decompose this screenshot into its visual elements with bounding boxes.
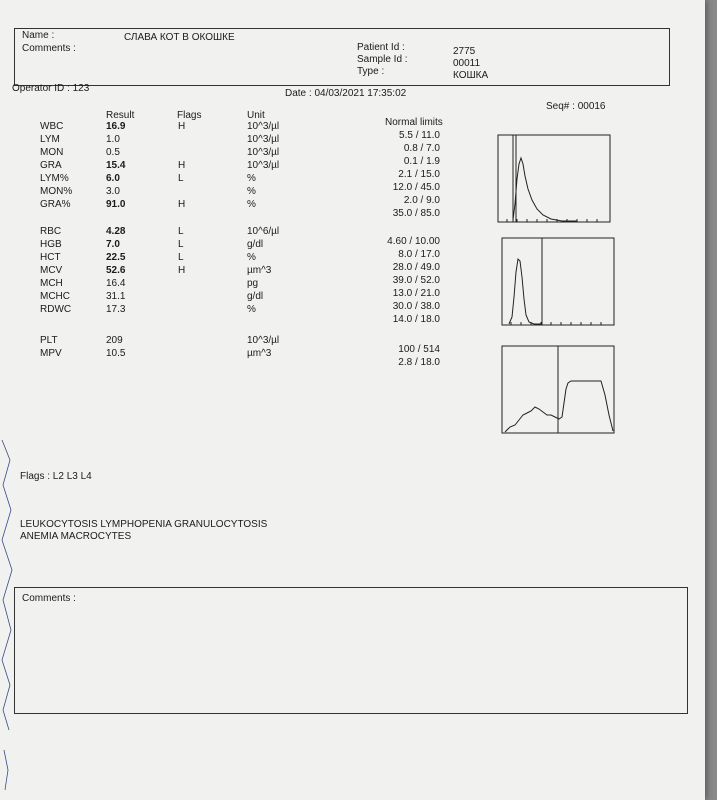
- unit-value: %: [247, 252, 256, 263]
- interpretation-line-2: ANEMIA MACROCYTES: [20, 531, 132, 542]
- parameter-name: WBC: [40, 121, 64, 132]
- result-value: 31.1: [106, 291, 126, 302]
- normal-limits-value: 100 / 514: [398, 344, 440, 355]
- result-value: 3.0: [106, 186, 120, 197]
- unit-value: µm^3: [247, 265, 272, 276]
- column-header-unit: Unit: [247, 110, 265, 121]
- unit-value: g/dl: [247, 239, 264, 250]
- flag-value: H: [178, 199, 186, 210]
- header-comments-label: Comments :: [22, 43, 76, 54]
- parameter-name: MON%: [40, 186, 73, 197]
- type-label: Type :: [357, 66, 385, 77]
- normal-limits-value: 0.8 / 7.0: [403, 143, 440, 154]
- parameter-name: GRA%: [40, 199, 71, 210]
- normal-limits-value: 4.60 / 10.00: [387, 236, 440, 247]
- parameter-name: GRA: [40, 160, 62, 171]
- plt-histogram: [501, 345, 615, 435]
- normal-limits-value: 12.0 / 45.0: [392, 182, 440, 193]
- unit-value: %: [247, 173, 256, 184]
- patient-name: СЛАВА КОТ В ОКОШКЕ: [124, 32, 235, 43]
- parameter-name: RBC: [40, 226, 62, 237]
- normal-limits-value: 5.5 / 11.0: [399, 130, 440, 141]
- normal-limits-value: 35.0 / 85.0: [392, 208, 440, 219]
- result-value: 52.6: [106, 265, 126, 276]
- result-value: 7.0: [106, 239, 120, 250]
- patient-id-label: Patient Id :: [357, 42, 405, 53]
- parameter-name: LYM: [40, 134, 60, 145]
- sequence-number: Seq# : 00016: [546, 101, 606, 112]
- unit-value: pg: [247, 278, 259, 289]
- parameter-name: LYM%: [40, 173, 69, 184]
- normal-limits-value: 2.8 / 18.0: [398, 357, 440, 368]
- normal-limits-value: 28.0 / 49.0: [392, 262, 440, 273]
- parameter-name: MPV: [40, 348, 62, 359]
- flag-value: L: [178, 226, 184, 237]
- normal-limits-value: 30.0 / 38.0: [392, 301, 440, 312]
- normal-limits-value: 14.0 / 18.0: [392, 314, 440, 325]
- unit-value: 10^6/µl: [247, 226, 280, 237]
- normal-limits-value: 39.0 / 52.0: [392, 275, 440, 286]
- flag-value: H: [178, 160, 186, 171]
- parameter-name: MON: [40, 147, 64, 158]
- type-value: КОШКА: [453, 70, 489, 81]
- result-value: 91.0: [106, 199, 126, 210]
- parameter-name: RDWC: [40, 304, 72, 315]
- parameter-name: PLT: [40, 335, 58, 346]
- result-value: 15.4: [106, 160, 126, 171]
- flag-value: L: [178, 239, 184, 250]
- operator-id: Operator ID : 123: [12, 83, 90, 94]
- sample-id-label: Sample Id :: [357, 54, 408, 65]
- margin-scribbles: [0, 430, 14, 800]
- result-value: 4.28: [106, 226, 126, 237]
- flag-value: L: [178, 252, 184, 263]
- comments-label: Comments :: [22, 593, 76, 604]
- rbc-histogram: [501, 237, 615, 327]
- result-value: 17.3: [106, 304, 126, 315]
- name-label: Name :: [22, 30, 55, 41]
- patient-header-box: [14, 28, 670, 86]
- unit-value: 10^3/µl: [247, 121, 280, 132]
- unit-value: 10^3/µl: [247, 147, 280, 158]
- unit-value: 10^3/µl: [247, 134, 280, 145]
- column-header-normal-limits: Normal limits: [385, 117, 443, 128]
- wbc-histogram: [497, 134, 611, 224]
- report-date: Date : 04/03/2021 17:35:02: [285, 88, 407, 99]
- column-header-result: Result: [106, 110, 135, 121]
- normal-limits-value: 2.1 / 15.0: [398, 169, 440, 180]
- plt-distribution-curve: [505, 381, 613, 432]
- sample-id-value: 00011: [453, 58, 481, 69]
- unit-value: %: [247, 186, 256, 197]
- unit-value: %: [247, 304, 256, 315]
- unit-value: %: [247, 199, 256, 210]
- normal-limits-value: 0.1 / 1.9: [403, 156, 440, 167]
- column-header-flags: Flags: [177, 110, 202, 121]
- unit-value: 10^3/µl: [247, 160, 280, 171]
- unit-value: 10^3/µl: [247, 335, 280, 346]
- result-value: 16.9: [106, 121, 126, 132]
- flags-line: Flags : L2 L3 L4: [20, 471, 92, 482]
- unit-value: g/dl: [247, 291, 264, 302]
- normal-limits-value: 13.0 / 21.0: [392, 288, 440, 299]
- flag-value: L: [178, 173, 184, 184]
- result-value: 209: [106, 335, 123, 346]
- flag-value: H: [178, 121, 186, 132]
- parameter-name: MCHC: [40, 291, 70, 302]
- result-value: 0.5: [106, 147, 120, 158]
- result-value: 22.5: [106, 252, 126, 263]
- patient-id-value: 2775: [453, 46, 476, 57]
- result-value: 6.0: [106, 173, 120, 184]
- normal-limits-value: 2.0 / 9.0: [403, 195, 440, 206]
- comments-box: [14, 587, 688, 714]
- wbc-distribution-curve: [513, 158, 577, 221]
- unit-value: µm^3: [247, 348, 272, 359]
- rbc-distribution-curve: [509, 259, 541, 324]
- parameter-name: HGB: [40, 239, 62, 250]
- flag-value: H: [178, 265, 186, 276]
- normal-limits-value: 8.0 / 17.0: [398, 249, 440, 260]
- result-value: 10.5: [106, 348, 126, 359]
- parameter-name: MCV: [40, 265, 63, 276]
- result-value: 1.0: [106, 134, 120, 145]
- parameter-name: HCT: [40, 252, 61, 263]
- parameter-name: MCH: [40, 278, 63, 289]
- result-value: 16.4: [106, 278, 126, 289]
- interpretation-line-1: LEUKOCYTOSIS LYMPHOPENIA GRANULOCYTOSIS: [20, 519, 268, 530]
